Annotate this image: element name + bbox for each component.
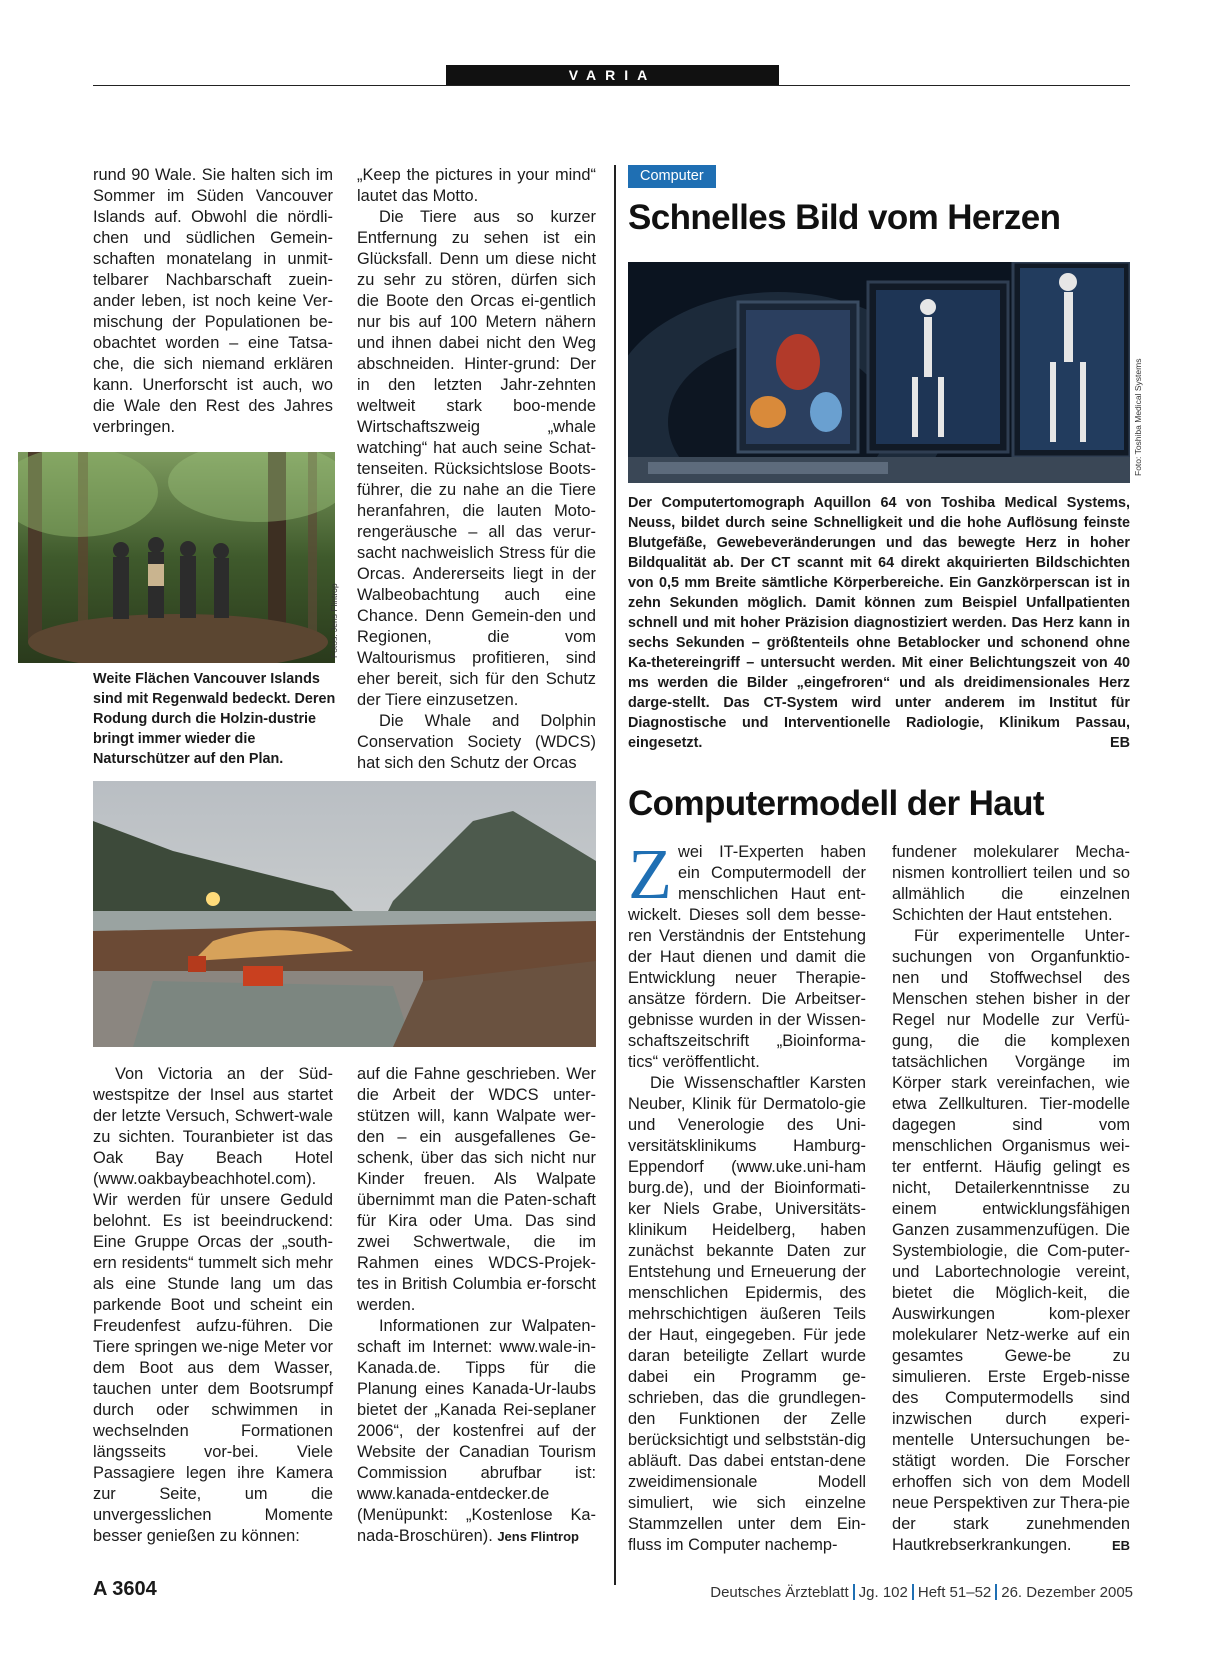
paragraph xyxy=(628,834,866,1073)
photo-credit: Fotos: Jens Flintrop xyxy=(329,583,339,658)
logging-photo-image xyxy=(93,781,596,1047)
ct-scanner-image xyxy=(628,262,1130,483)
left-column-top xyxy=(93,165,333,438)
paragraph: auf die Fahne geschrieben. Wer die Arbeit der WDCS unter-stützen will, kann Walpate wer-den – ein ausgefallenes Ge-schenk, über das sich nicht nur Kinder freuen. Als Walpate übernimmt man die Paten-schaft für Kira oder Uma. Das sind zwei Schwertwale, die im Rahmen eines WDCS-Projek-tes in British Columbia er-forscht werden. xyxy=(357,1065,596,1314)
journal-issue: Heft 51–52 xyxy=(917,1584,992,1601)
paragraph-text: wei IT-Experten haben ein Computermodell der menschlichen Haut ent-wickelt. Dieses soll dem besse-ren Verständnis der Entstehung der Haut dienen und damit die Entwicklung neuer Therapie-ansätze fördern. Die Arbeitser-gebnisse wurden in der Wissen-schaftszeitschrift „Bioinforma-tics“ veröffentlicht. xyxy=(628,843,866,1071)
column-divider xyxy=(614,165,616,1585)
paragraph: Die Tiere aus so kurzer Entfernung zu sehen ist ein Glücksfall. Denn um diese nicht zu sehr zu stören, dürfen sich die Boote den Orcas ei-gentlich nur bis auf 100 Metern nähern und ihnen dabei nicht den Weg abschneiden. Hinter-grund: Der in den letzten Jahr-zehnten weltweit stark boo-mende Wirtschaftszweig „whale watching“ hat auch seine Schat-tenseiten. Rücksichtslose Boots-führer, die zu nahe an die Tiere heranfahren, die lauten Moto-rengeräusche – all das verur-sacht nachweislich Stress für die Orcas. Andererseits liegt in der Walbeobachtung auch eine Chance. Denn Gemein-den und Regionen, die vom Waltourismus profitieren, sind eher bereit, sich für den Schutz der Tiere einzusetzen. xyxy=(357,208,596,709)
drop-cap: Z xyxy=(628,834,672,914)
paragraph: „Keep the pictures in your mind“ lautet das Motto. xyxy=(357,166,596,205)
article2-column-1 xyxy=(628,834,866,1556)
forest-photo-image xyxy=(18,452,335,663)
footer-separator xyxy=(995,1584,997,1600)
paragraph: Von Victoria an der Süd-westspitze der Insel aus startet der letzte Versuch, Schwert-wale zu sichten. Touranbieter ist das Oak Bay Beach Hotel (www.oakbaybeachhotel.com). Wir werden für unsere Geduld belohnt. Es ist beeindruckend: Eine Gruppe Orcas der „south-ern residents“ tummelt sich mehr als eine Stunde lang um das parkende Boot und scheint ein Freudenfest aufzu-führen. Die Tiere springen we-nige Meter vor dem Boot aus dem Wasser, tauchen unter dem Bootsrumpf durch oder schwimmen in wechselnden Formationen längsseits vor-bei. Viele Passagiere legen ihre Kamera zur Seite, um die unvergesslichen Momente besser genießen zu können: xyxy=(93,1065,333,1545)
paragraph-text: Für experimentelle Unter-suchungen von Organfunktio-nen und Stoffwechsel des Menschen stehen bisher in der Regel nur Modelle zur Verfü-gung, die die komplexen tatsächlichen Vorgänge im Körper stark vereinfachen, wie etwa Zellkulturen. Tier-modelle dagegen sind vom menschlichen Organismus wei-ter entfernt. Häufig gelingt es nicht, Detailerkenntnisse zu einem entwicklungsfähigen Ganzen zusammenzufügen. Die Systembiologie, die Com-puter- und Labortechnologie vereint, bietet die Möglich-keit, die Auswirkungen kom-plexer molekularer Netz-werke auf ein gesamtes Gewe-be zu simulieren. Erste Ergeb-nisse des Computermodells sind inzwischen durch experi-mentelle Untersuchungen be-stätigt worden. Die Forscher erhoffen sich von dem Modell neue Perspektiven zur Thera-pie der stark zunehmenden Hautkrebserkrankungen. xyxy=(892,927,1130,1554)
paragraph: fundener molekularer Mecha-nismen kontrolliert teilen und so allmählich die einzelnen Schichten der Haut entstehen. xyxy=(892,843,1130,924)
journal-footer xyxy=(710,1584,1133,1601)
middle-column-bottom xyxy=(357,1064,596,1547)
paragraph xyxy=(892,926,1130,1556)
left-column-bottom xyxy=(93,1064,333,1547)
header-rule xyxy=(93,85,1130,86)
footer-separator xyxy=(853,1584,855,1600)
journal-volume: Jg. 102 xyxy=(858,1584,908,1601)
journal-name: Deutsches Ärzteblatt xyxy=(710,1584,849,1601)
paragraph-text: Informationen zur Walpaten-schaft im Internet: www.wale-in-Kanada.de. Tipps für die Planung eines Kanada-Ur-laubs bietet der „Kanada Rei-seplaner 2006“, der kostenfrei auf der Website der Canadian Tourism Commission abrufbar ist: www.kanada-entdecker.de (Menüpunkt: „Kostenlose Ka-nada-Broschüren). xyxy=(357,1317,596,1545)
author-signature: Jens Flintrop xyxy=(497,1529,579,1544)
article2-column-2 xyxy=(892,842,1130,1556)
middle-column-top xyxy=(357,165,596,774)
caption-text: Der Computertomograph Aquillon 64 von Toshiba Medical Systems, Neuss, bildet durch seine Schnelligkeit und die hohe Auflösung feinste Blutgefäße, Gewebeveränderungen und das bewegte Herz in hoher Bildqualität ab. Der CT scannt mit 64 direkt akquirierten Bildschichten von 0,5 mm Breite sämtliche Körperbereiche. Ein Ganzkörperscan ist in zehn Sekunden möglich. Damit können zum Beispiel Unfallpatienten schnell und mit hoher Präzision diagnostiziert werden. Das Herz kann in sechs Sekunden – größtenteils ohne Betablocker und schonend ohne Ka-thetereingriff – untersucht werden. Mit einer Belichtungszeit von 40 ms werden die Bilder „eingefroren“ und als dreidimensionales Herz darge-stellt. Das CT-System wird unter anderem im Institut für Diagnostische und Interventionelle Radiologie, Klinikum Passau, eingesetzt. xyxy=(628,495,1130,751)
journal-date: 26. Dezember 2005 xyxy=(1001,1584,1133,1601)
footer-separator xyxy=(912,1584,914,1600)
paragraph: Die Wissenschaftler Karsten Neuber, Klinik für Dermatolo-gie und Venerologie des Uni-versitätsklinikums Hamburg-Eppendorf (www.uke.uni-ham burg.de), und der Bioinformati-ker Niels Grabe, Universitäts-klinikum Heidelberg, haben zunächst bekannte Daten zur Entstehung und Erneuerung der menschlichen Epidermis, des mehrschichtigen äußeren Teils der Haut, eingegeben. Für jede daran beteiligte Zellart wurde dabei ein Programm ge-schrieben, das die grundlegen-den Funktionen der Zelle berücksichtigt und selbststän-dig abläuft. Das dabei entstan-dene zweidimensionale Modell simuliert, wie sich einzelne Stammzellen unter dem Ein-fluss im Computer nachemp- xyxy=(628,1074,866,1554)
forest-photo-caption: Weite Flächen Vancouver Islands sind mit Regenwald bedeckt. Deren Rodung durch die Holzin-dustrie bringt immer wieder die Naturschützer auf den Plan. xyxy=(93,671,336,767)
ct-photo-caption xyxy=(628,493,1130,753)
paragraph xyxy=(357,1316,596,1547)
author-signature: EB xyxy=(1110,735,1130,751)
article-title: Computermodell der Haut xyxy=(628,784,1044,823)
forest-photo xyxy=(18,452,335,663)
section-label: VARIA xyxy=(446,65,779,86)
article-title: Schnelles Bild vom Herzen xyxy=(628,198,1061,237)
photo-credit: Foto: Toshiba Medical Systems xyxy=(1133,358,1143,476)
logging-photo xyxy=(93,781,596,1047)
paragraph: rund 90 Wale. Sie halten sich im Sommer im Süden Vancouver Islands auf. Obwohl die nördli-chen und südlichen Gemein-schaften monatelang in unmit-telbarer Nachbarschaft zuein-ander leben, ist noch keine Ver-mischung der Populationen be-obachtet worden – eine Tatsa-che, die sich niemand erklären kann. Unerforscht ist auch, wo die Wale den Rest des Jahres verbringen. xyxy=(93,166,333,436)
ct-scanner-photo xyxy=(628,262,1130,483)
author-signature: EB xyxy=(1111,1538,1130,1553)
category-tag: Computer xyxy=(628,165,716,188)
paragraph: Die Whale and Dolphin Conservation Society (WDCS) hat sich den Schutz der Orcas xyxy=(357,712,596,772)
page-number: A 3604 xyxy=(93,1578,157,1600)
